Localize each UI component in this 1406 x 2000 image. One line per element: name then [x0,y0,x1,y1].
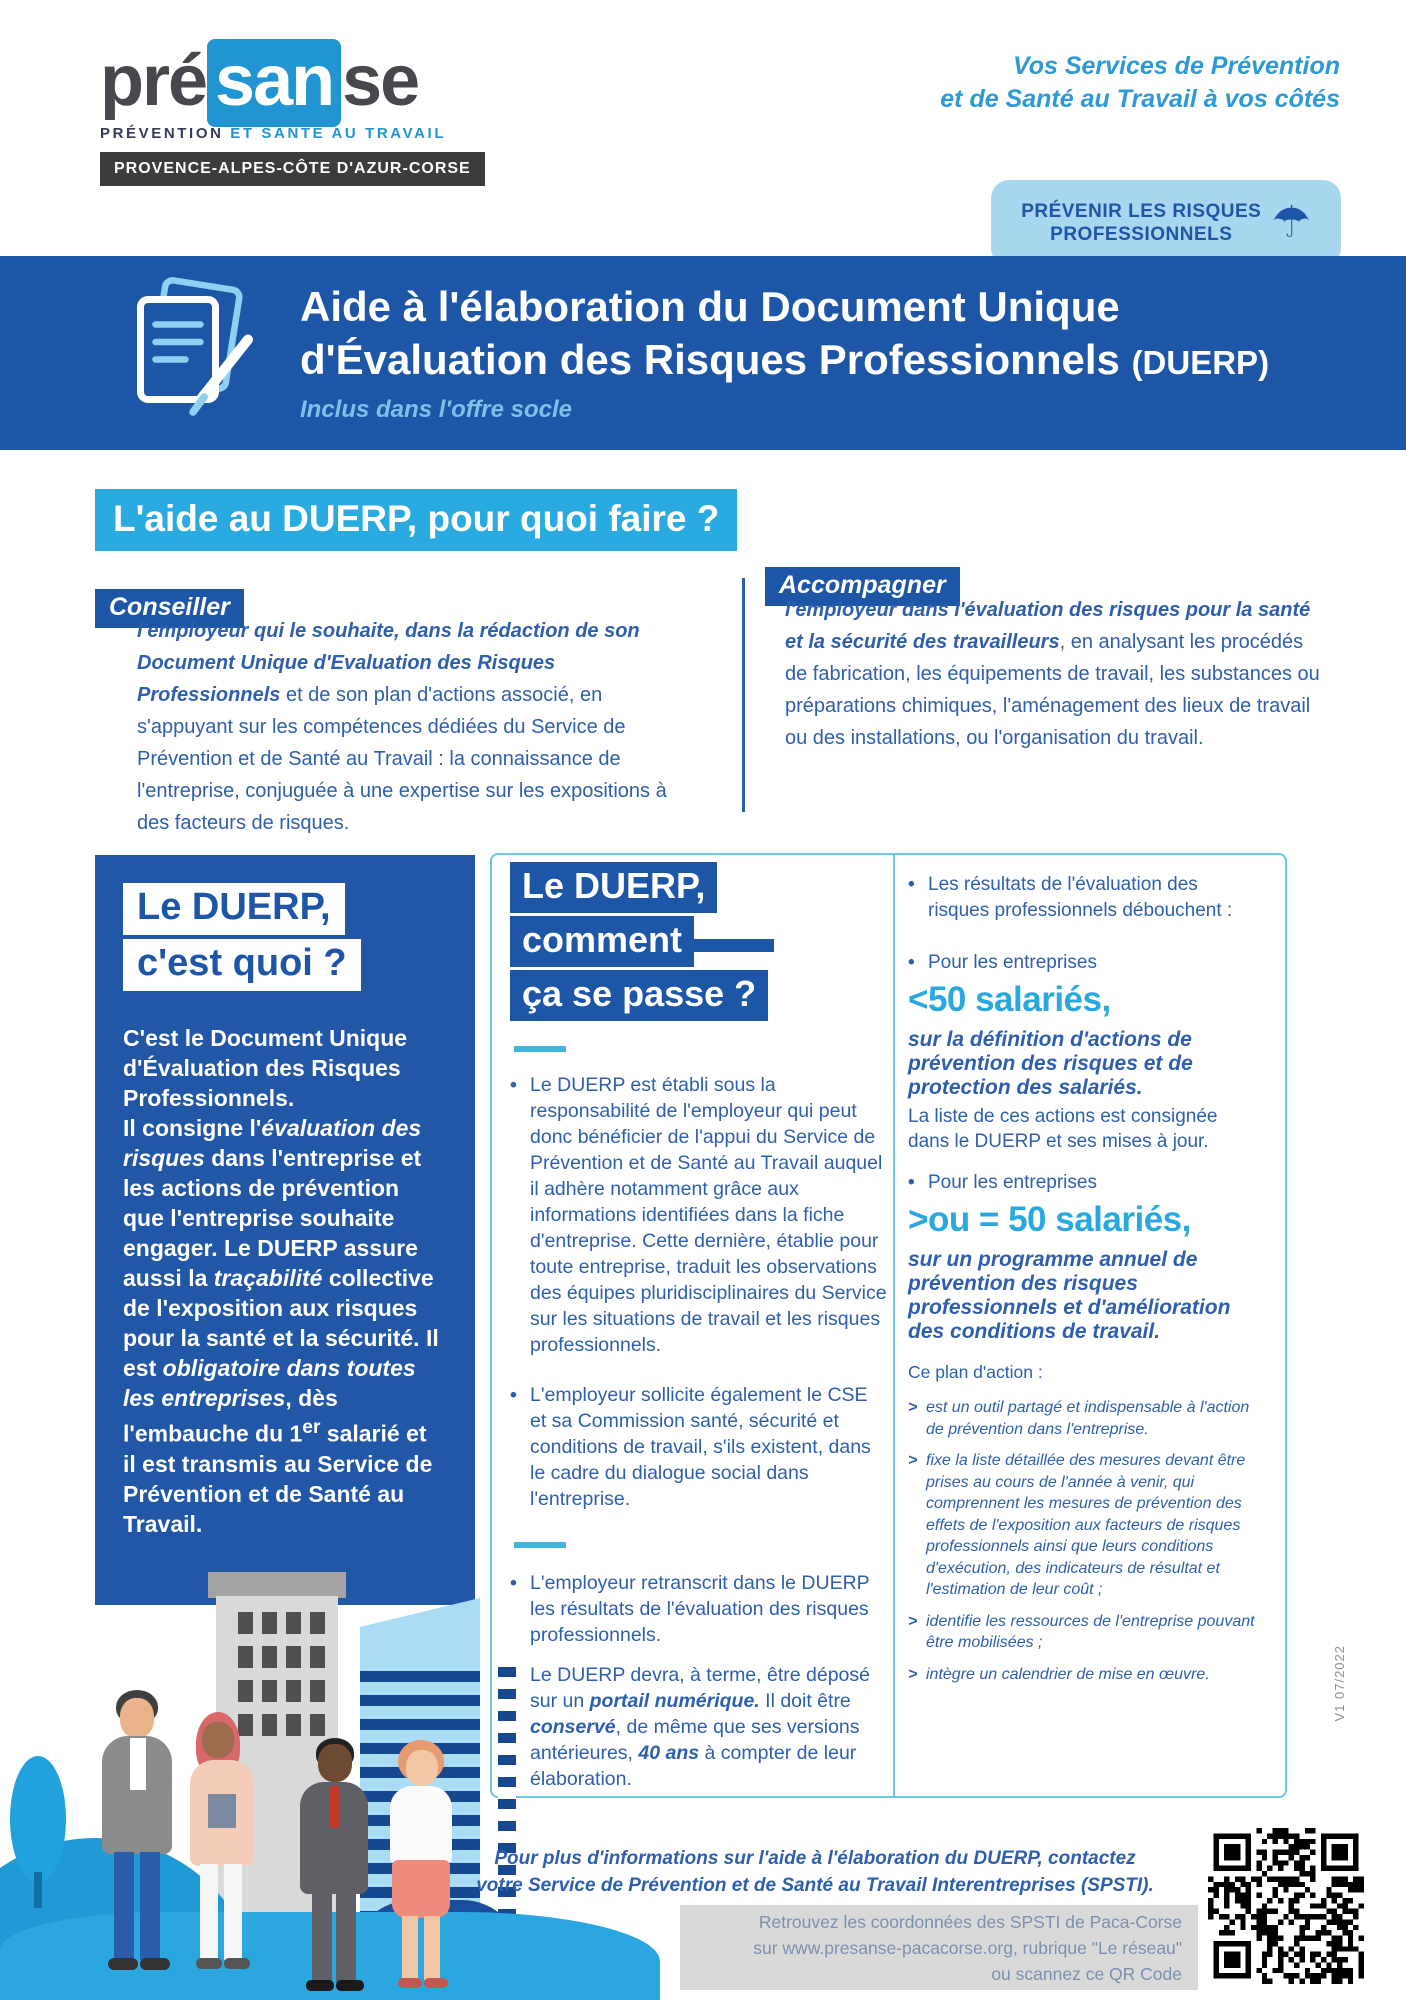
chevron-marker: > [908,1665,918,1683]
definition-box-title: Le DUERP, c'est quoi ? [123,883,447,995]
tree-trunk [34,1872,42,1908]
person-illustration-1 [92,1690,182,1990]
column-divider [742,578,745,812]
under50-bold-text: sur la définition d'actions de prévention des risques et de protection des salariés. [908,1028,1193,1099]
over50-bold-text: sur un programme annuel de prévention des risques professionnels et d'amélioration des conditions de travail. [908,1248,1231,1343]
website-url: sur www.presanse-pacacorse.org, rubrique "Le réseau" [753,1937,1182,1958]
bullet-marker: • [908,952,915,973]
duerp-definition-box [95,855,475,1605]
umbrella-icon: ☂ [1271,197,1311,248]
accompagner-label: Accompagner [765,567,960,606]
version-label: V1 07/2022 [1332,1645,1347,1722]
document-pencil-icon [118,268,278,441]
comment-bullet-3: • L'employeur retranscrit dans le DUERP les résultats de l'évaluation des risques professionnels. [510,1572,870,1646]
title-block-tail [690,939,774,952]
footer-contact-text: Pour plus d'informations sur l'aide à l'élaboration du DUERP, contactez votre Service de Prévention et de Santé au Travail Interentreprises (SPSTI). [476,1848,1154,1896]
teal-dash [514,1542,566,1548]
plan-item-3: > identifie les ressources de l'entreprise pouvant être mobilisées ; [908,1611,1260,1654]
bullet-marker: • [908,874,915,895]
person-illustration-2 [182,1712,262,1974]
title-duerp-acronym: (DUERP) [1131,344,1270,381]
risk-prevention-badge [991,180,1341,266]
footer-network-box: Retrouvez les coordonnées des SPSTI de Paca-Corse sur www.presanse-pacacorse.org, rubrique "Le réseau" ou scannez ce QR Code [680,1905,1198,1990]
logo-part-pre: pré [100,41,207,121]
badge-label: PRÉVENIR LES RISQUES PROFESSIONNELS [1021,201,1262,245]
office-building-roof [208,1572,346,1598]
qr-code [1208,1828,1364,1984]
bullet-marker: • [510,1074,517,1096]
page-subtitle: Inclus dans l'offre socle [300,396,573,423]
bullet-marker: • [510,1572,517,1594]
conseiller-paragraph: l'employeur qui le souhaite, dans la rédaction de son Document Unique d'Evaluation des Risques Professionnels et de son plan d'actions associé, en s'appuyant sur les compétences dédiées du Service de Prévention et de Santé au Travail : la connaissance de l'entreprise, conjuguée à une expertise sur les expositions à des facteurs de risques. [137,620,667,834]
results-intro: • Les résultats de l'évaluation des risques professionnels débouchent : [908,872,1260,924]
process-box-divider [893,853,895,1798]
logo-wordmark [100,41,485,121]
logo-tagline: PRÉVENTION ET SANTÉ AU TRAVAIL [100,125,447,142]
accompagner-paragraph: l'employeur dans l'évaluation des risques pour la santé et la sécurité des travailleurs, en analysant les procédés de fabrication, les équipements de travail, les substances ou préparations chimiques, l'aménagement des lieux de travail ou des installations, ou l'organisation du travail. [785,599,1320,749]
results-column [908,872,1260,1695]
logo-part-san: san [207,39,341,127]
under50-headline: <50 salariés, [908,980,1111,1019]
chevron-marker: > [908,1612,918,1630]
comment-bullet-1: • Le DUERP est établi sous la responsabilité de l'employeur qui peut donc bénéficier de l'appui du Service de Prévention et de Santé au Travail auquel il adhère notamment grâce aux informations identifiées dans la fiche d'entreprise. Cette dernière, établie pour toute entreprise, traduit les observations des équipes pluridisciplinaires du Service sur les situations de travail et les risques professionnels. [510,1074,887,1356]
enterprise-over50-label: • Pour les entreprises [908,1170,1260,1196]
person-illustration-3 [292,1738,376,2000]
definition-box-text: C'est le Document Unique d'Évaluation des Risques Professionnels. Il consigne l'évaluation des risques dans l'entreprise et les actions de prévention que l'entreprise souhaite engager. Le DUERP assure aussi la traçabilité collective de l'exposition aux risques pour la santé et la sécurité. Il est obligatoire dans toutes les entreprises, dès l'embauche du 1er salarié et il est transmis au Service de Prévention et de Santé au Travail. [123,1025,439,1537]
enterprise-under50-label: • Pour les entreprises [908,950,1260,976]
over50-headline: >ou = 50 salariés, [908,1200,1191,1239]
comment-bullet-2: • L'employeur sollicite également le CSE et sa Commission santé, sécurité et conditions de travail, s'ils existent, dans le cadre du dialogue social dans l'entreprise. [510,1384,871,1510]
logo-part-se: se [342,41,419,121]
teal-dash [514,1046,566,1052]
comment-bullet-4: Le DUERP devra, à terme, être déposé sur un portail numérique. Il doit être conservé, de même que ses versions antérieures, 40 ans à compter de leur élaboration. [510,1662,888,1792]
chevron-marker: > [908,1399,918,1416]
plan-item-2: > fixe la liste détaillée des mesures devant être prises au cours de l'année à venir, qui comprennent les mesures de prévention des effets de l'exposition aux facteurs de risques professionnels ainsi que leurs conditions d'exécution, des indicateurs de résultat et l'estimation de leur coût ; [908,1450,1260,1601]
section-heading-aide-duerp: L'aide au DUERP, pour quoi faire ? [95,489,737,551]
bullet-marker: • [510,1384,517,1406]
plan-item-1: > est un outil partagé et indispensable à l'action de prévention dans l'entreprise. [908,1397,1260,1440]
logo-region-label: PROVENCE-ALPES-CÔTE D'AZUR-CORSE [100,152,485,186]
title-banner [0,256,1406,450]
conseiller-label: Conseiller [95,589,244,628]
plan-item-4: > intègre un calendrier de mise en œuvre. [908,1664,1260,1686]
tree-illustration [10,1756,66,1882]
bullet-marker: • [908,1172,915,1193]
header-slogan: Vos Services de Prévention et de Santé au Travail à vos côtés [940,52,1340,113]
under50-regular-text: La liste de ces actions est consignée dans le DUERP et ses mises à jour. [908,1106,1218,1152]
comment-column [510,862,888,1794]
plan-intro: Ce plan d'action : [908,1362,1043,1382]
comment-title: Le DUERP, comment ça se passe ? [510,862,888,1024]
page-title: Aide à l'élaboration du Document Unique d'Évaluation des Risques Professionnels (DUERP) [300,283,1270,383]
logo [100,41,485,186]
chevron-marker: > [908,1452,918,1469]
